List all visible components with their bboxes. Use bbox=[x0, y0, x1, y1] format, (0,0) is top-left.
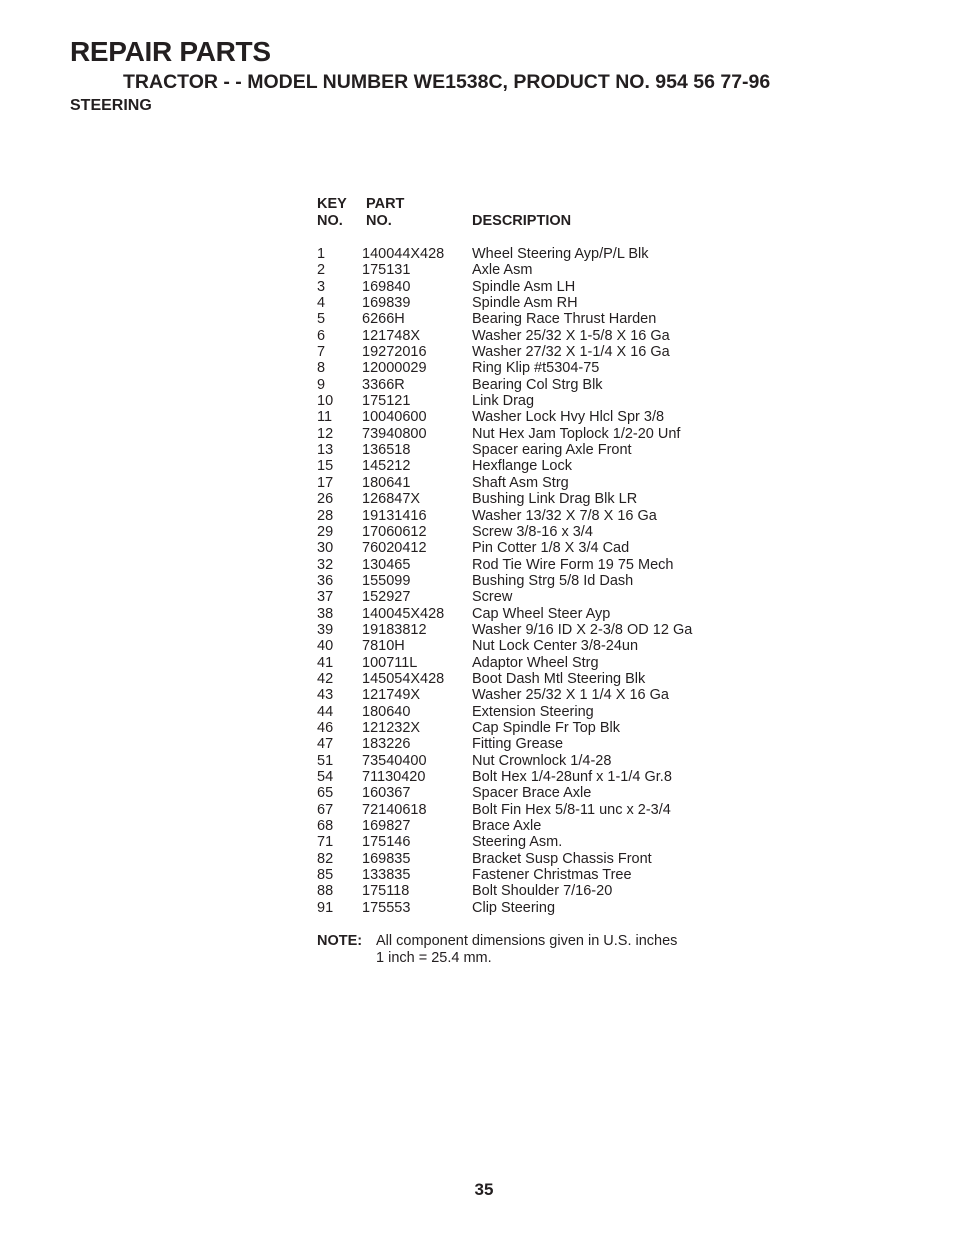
key-no-cell: 28 bbox=[317, 507, 334, 524]
part-no-cell: 183226 bbox=[362, 736, 411, 753]
page-number: 35 bbox=[474, 1180, 494, 1199]
part-no-cell: 145054X428 bbox=[362, 670, 445, 687]
part-no-cell: 169839 bbox=[362, 295, 411, 312]
part-no-cell: 175118 bbox=[362, 883, 410, 900]
part-no-cell: 121748X bbox=[362, 327, 421, 344]
description-cell: Washer Lock Hvy Hlcl Spr 3/8 bbox=[472, 409, 665, 426]
part-no-cell: 169827 bbox=[362, 818, 411, 835]
description-cell: Screw bbox=[472, 589, 513, 606]
key-no-cell: 67 bbox=[317, 801, 334, 818]
key-no-cell: 15 bbox=[317, 458, 334, 475]
description-cell: Cap Spindle Fr Top Blk bbox=[472, 719, 621, 736]
description-cell: Nut Crownlock 1/4-28 bbox=[472, 752, 612, 769]
part-no-cell: 180641 bbox=[362, 474, 411, 491]
description-cell: Bearing Col Strg Blk bbox=[472, 376, 603, 393]
key-no-cell: 32 bbox=[317, 556, 334, 573]
part-no-cell: 175121 bbox=[362, 393, 411, 410]
key-no-cell: 17 bbox=[317, 474, 334, 491]
part-no-cell: 73540400 bbox=[362, 752, 427, 769]
description-cell: Spacer Brace Axle bbox=[472, 785, 592, 802]
part-no-cell: 19272016 bbox=[362, 344, 427, 361]
key-no-cell: 30 bbox=[317, 540, 334, 557]
part-no-cell: 73940800 bbox=[362, 425, 427, 442]
key-no-cell: 6 bbox=[317, 327, 326, 344]
part-no-cell: 169840 bbox=[362, 278, 411, 295]
part-no-cell: 19183812 bbox=[362, 621, 427, 638]
part-no-cell: 10040600 bbox=[362, 409, 427, 426]
column-header-description: DESCRIPTION bbox=[472, 213, 572, 229]
key-no-cell: 3 bbox=[317, 278, 326, 295]
part-no-cell: 17060612 bbox=[362, 523, 427, 540]
column-header-part bbox=[366, 196, 404, 230]
description-cell: Rod Tie Wire Form 19 75 Mech bbox=[472, 556, 674, 573]
description-cell: Washer 27/32 X 1-1/4 X 16 Ga bbox=[472, 344, 670, 361]
key-no-cell: 29 bbox=[317, 523, 334, 540]
key-no-cell: 38 bbox=[317, 605, 334, 622]
description-cell: Bearing Race Thrust Harden bbox=[472, 311, 657, 328]
part-no-cell: 130465 bbox=[362, 556, 411, 573]
description-cell: Spindle Asm RH bbox=[472, 295, 578, 312]
part-no-cell: 3366R bbox=[362, 376, 405, 393]
column-header-part-line2: NO. bbox=[366, 213, 392, 229]
description-cell: Boot Dash Mtl Steering Blk bbox=[472, 670, 646, 687]
key-no-cell: 8 bbox=[317, 360, 326, 377]
part-no-cell: 145212 bbox=[362, 458, 411, 475]
description-cell: Washer 25/32 X 1 1/4 X 16 Ga bbox=[472, 687, 669, 704]
description-cell: Bolt Shoulder 7/16-20 bbox=[472, 883, 613, 900]
part-no-cell: 126847X bbox=[362, 491, 421, 508]
part-no-cell: 155099 bbox=[362, 572, 411, 589]
description-cell: Bracket Susp Chassis Front bbox=[472, 850, 652, 867]
key-no-cell: 1 bbox=[317, 246, 326, 262]
page-title: REPAIR PARTS bbox=[70, 36, 271, 67]
key-no-cell: 2 bbox=[317, 262, 326, 279]
column-header-key-line1: KEY bbox=[317, 196, 347, 212]
description-cell: Wheel Steering Ayp/P/L Blk bbox=[472, 246, 649, 262]
part-no-cell: 6266H bbox=[362, 311, 405, 328]
part-no-cell: 175131 bbox=[362, 262, 411, 279]
part-no-cell: 121749X bbox=[362, 687, 421, 704]
key-no-cell: 36 bbox=[317, 572, 334, 589]
key-no-cell: 46 bbox=[317, 719, 334, 736]
description-cell: Screw 3/8-16 x 3/4 bbox=[472, 523, 593, 540]
part-no-cell: 175146 bbox=[362, 834, 411, 851]
column-header-part-line1: PART bbox=[366, 196, 405, 212]
description-cell: Spindle Asm LH bbox=[472, 278, 576, 295]
part-no-cell: 71130420 bbox=[362, 769, 426, 785]
key-no-cell: 4 bbox=[317, 295, 326, 312]
key-no-cell: 41 bbox=[317, 654, 334, 671]
description-cell: Nut Hex Jam Toplock 1/2-20 Unf bbox=[472, 425, 681, 442]
part-no-cell: 136518 bbox=[362, 442, 411, 459]
note-line-2: 1 inch = 25.4 mm. bbox=[376, 949, 492, 966]
key-no-cell: 85 bbox=[317, 867, 334, 884]
part-no-cell: 180640 bbox=[362, 703, 411, 720]
part-no-cell: 19131416 bbox=[362, 507, 427, 524]
key-no-cell: 13 bbox=[317, 442, 334, 459]
key-no-cell: 7 bbox=[317, 344, 326, 361]
key-no-cell: 54 bbox=[317, 769, 334, 785]
description-cell: Bolt Fin Hex 5/8-11 unc x 2-3/4 bbox=[472, 801, 671, 818]
key-no-cell: 42 bbox=[317, 670, 334, 687]
key-no-cell: 39 bbox=[317, 621, 334, 638]
part-no-cell: 140045X428 bbox=[362, 605, 445, 622]
part-no-cell: 7810H bbox=[362, 638, 405, 655]
part-no-cell: 72140618 bbox=[362, 801, 427, 818]
description-cell: Fitting Grease bbox=[472, 736, 564, 753]
column-header-key-line2: NO. bbox=[317, 213, 343, 229]
key-no-cell: 9 bbox=[317, 376, 326, 393]
key-no-cell: 88 bbox=[317, 883, 334, 900]
part-no-cell: 175553 bbox=[362, 899, 411, 916]
part-no-cell: 133835 bbox=[362, 867, 411, 884]
key-no-cell: 43 bbox=[317, 687, 334, 704]
description-cell: Extension Steering bbox=[472, 703, 594, 720]
key-no-cell: 10 bbox=[317, 393, 334, 410]
description-cell: Link Drag bbox=[472, 393, 535, 410]
part-no-cell: 12000029 bbox=[362, 360, 427, 377]
description-cell: Bushing Strg 5/8 Id Dash bbox=[472, 572, 634, 589]
part-no-cell: 152927 bbox=[362, 589, 411, 606]
key-no-cell: 26 bbox=[317, 491, 334, 508]
key-no-cell: 82 bbox=[317, 850, 334, 867]
description-cell: Steering Asm. bbox=[472, 834, 563, 851]
key-no-cell: 68 bbox=[317, 818, 334, 835]
part-no-cell: 160367 bbox=[362, 785, 411, 802]
key-no-cell: 51 bbox=[317, 752, 334, 769]
column-header-key bbox=[317, 196, 347, 230]
description-cell: Nut Lock Center 3/8-24un bbox=[472, 638, 639, 655]
key-no-cell: 47 bbox=[317, 736, 334, 753]
key-no-cell: 91 bbox=[317, 899, 334, 916]
part-no-cell: 121232X bbox=[362, 719, 421, 736]
part-no-cell: 169835 bbox=[362, 850, 411, 867]
description-cell: Axle Asm bbox=[472, 262, 533, 279]
description-cell: Brace Axle bbox=[472, 818, 542, 835]
description-cell: Spacer earing Axle Front bbox=[472, 442, 632, 459]
description-cell: Shaft Asm Strg bbox=[472, 474, 569, 491]
key-no-cell: 12 bbox=[317, 425, 334, 442]
description-cell: Adaptor Wheel Strg bbox=[472, 654, 599, 671]
description-cell: Bolt Hex 1/4-28unf x 1-1/4 Gr.8 bbox=[472, 769, 672, 785]
key-no-cell: 5 bbox=[317, 311, 326, 328]
description-cell: Washer 13/32 X 7/8 X 16 Ga bbox=[472, 507, 657, 524]
description-cell: Fastener Christmas Tree bbox=[472, 867, 632, 884]
description-cell: Washer 9/16 ID X 2-3/8 OD 12 Ga bbox=[472, 621, 693, 638]
description-cell: Bushing Link Drag Blk LR bbox=[472, 491, 638, 508]
description-cell: Ring Klip #t5304-75 bbox=[472, 360, 600, 377]
description-cell: Clip Steering bbox=[472, 899, 556, 916]
note-label: NOTE: bbox=[317, 933, 363, 949]
description-cell: Cap Wheel Steer Ayp bbox=[472, 605, 611, 622]
note-line-1: All component dimensions given in U.S. inches bbox=[376, 933, 678, 949]
part-no-cell: 100711L bbox=[362, 654, 418, 671]
key-no-cell: 65 bbox=[317, 785, 334, 802]
description-cell: Hexflange Lock bbox=[472, 458, 572, 475]
key-no-cell: 71 bbox=[317, 834, 334, 851]
description-cell: Washer 25/32 X 1-5/8 X 16 Ga bbox=[472, 327, 670, 344]
part-no-cell: 76020412 bbox=[362, 540, 427, 557]
description-cell: Pin Cotter 1/8 X 3/4 Cad bbox=[472, 540, 630, 557]
key-no-cell: 37 bbox=[317, 589, 334, 606]
section-title: STEERING bbox=[70, 97, 152, 114]
key-no-cell: 44 bbox=[317, 703, 334, 720]
page-subtitle: TRACTOR - - MODEL NUMBER WE1538C, PRODUCT NO. 954 56 77-96 bbox=[123, 71, 771, 93]
part-no-cell: 140044X428 bbox=[362, 246, 445, 262]
key-no-cell: 11 bbox=[317, 409, 333, 426]
key-no-cell: 40 bbox=[317, 638, 334, 655]
